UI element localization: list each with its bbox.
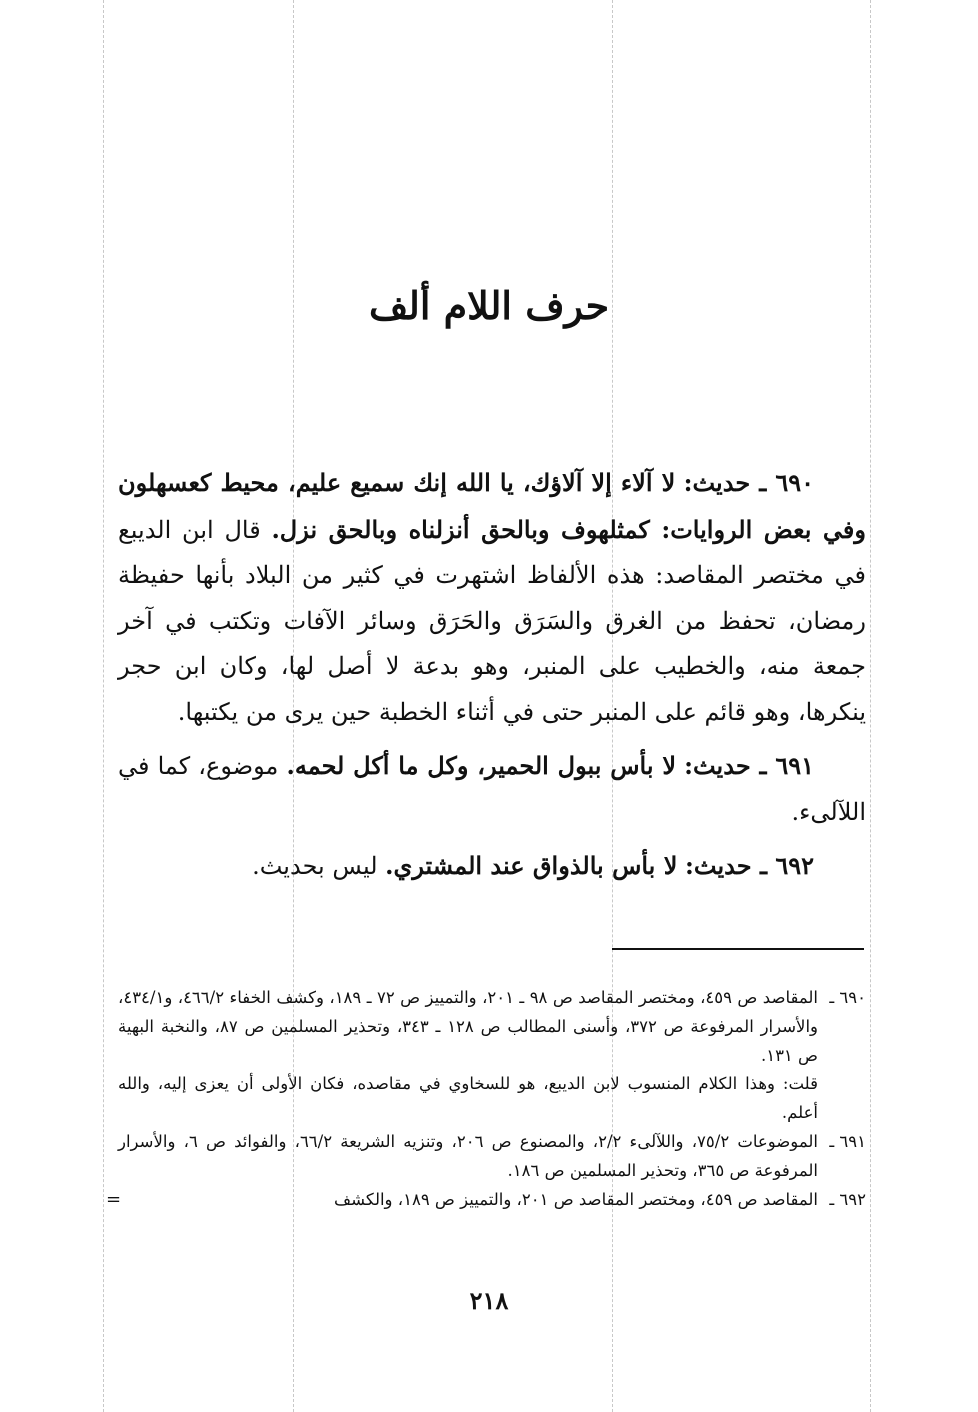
entry-number: ٦٩٢ ـ حديث: [685,851,814,880]
footnote-text: المقاصد ص ٤٥٩، ومختصر المقاصد ص ٩٨ ـ ٢٠١، والتمييز ص ٧٢ ـ ١٨٩، وكشف الخفاء ٤٦٦/٢، و٤٣٤/١، والأسرار المرفوعة ص ٣٧٢، وأسنى المطالب ص ١٢٨ ـ ٣٤٣، وتحذير المسلمين ص ٨٧، والنخبة البهية ص ١٣١. [118,988,819,1065]
hadith-text: لا آلاء إلا آلاؤك، يا الله إنك سميع عليم، محيط كعسهلون وفي بعض الروايات: كمثلهوف وبالحق أنزلناه وبالحق نزل. [118,468,866,544]
footnote-number: ٦٩٠ ـ [829,988,866,1007]
hadith-entry-691 [118,743,866,835]
main-text [118,460,866,890]
scan-artifact-line [870,0,871,1412]
entry-commentary: قال ابن الديبع في مختصر المقاصد: هذه الألفاظ اشتهرت في كثير من البلاد بأنها حفيظة رمضان، تحفظ من الغرق والسَرَق والحَرَق وسائر الآفات وتكتب في آخر جمعة منه، والخطيب على المنبر، وهو بدعة لا أصل لها، وكان ابن حجر ينكرها، وهو قائم على المنبر حتى في أثناء الخطبة حين يرى من يكتبها. [118,515,866,726]
footnote-separator [612,948,864,950]
footnotes [106,984,866,1214]
footnote-text: المقاصد ص ٤٥٩، ومختصر المقاصد ص ٢٠١، والتمييز ص ١٨٩، والكشف [334,1189,818,1209]
footnote-number: ٦٩٢ ـ [829,1189,866,1209]
page-number: ٢١٨ [469,1286,509,1315]
hadith-entry-690 [118,460,866,735]
hadith-entry-692 [118,843,866,890]
footnote-number: ٦٩١ ـ [829,1131,866,1151]
scan-artifact-line [103,0,104,1412]
footnote-690 [118,984,866,1070]
chapter-title: حرف اللام ألف [368,283,610,328]
hadith-text: لا بأس ببول الحمير، وكل ما أكل لحمه. [286,751,677,780]
entry-number: ٦٩٠ ـ حديث: [683,468,814,497]
footnote-691 [118,1128,866,1186]
footnote-692 [106,1186,866,1215]
entry-commentary: موضوع، كما في اللآلىء. [118,752,866,826]
entry-commentary: ليس بحديث. [252,852,378,880]
hadith-text: لا بأس بالذواق عند المشتري. [385,851,678,880]
footnote-note: قلت: وهذا الكلام المنسوب لابن الديبع، هو للسخاوي في مقاصده، فكان الأولى أن يعزى إليه، والله أعلم. [118,1074,818,1123]
entry-number: ٦٩١ ـ حديث: [684,751,814,780]
footnote-text: الموضوعات ٧٥/٢، واللآلىء ٢/٢، والمصنوع ص ٢٠٦، وتنزيه الشريعة ٦٦/٢، والفوائد ص ٦، والأسرار المرفوعة ص ٣٦٥، وتحذير المسلمين ص ١٨٦. [118,1131,818,1180]
continuation-mark: = [106,1188,122,1210]
